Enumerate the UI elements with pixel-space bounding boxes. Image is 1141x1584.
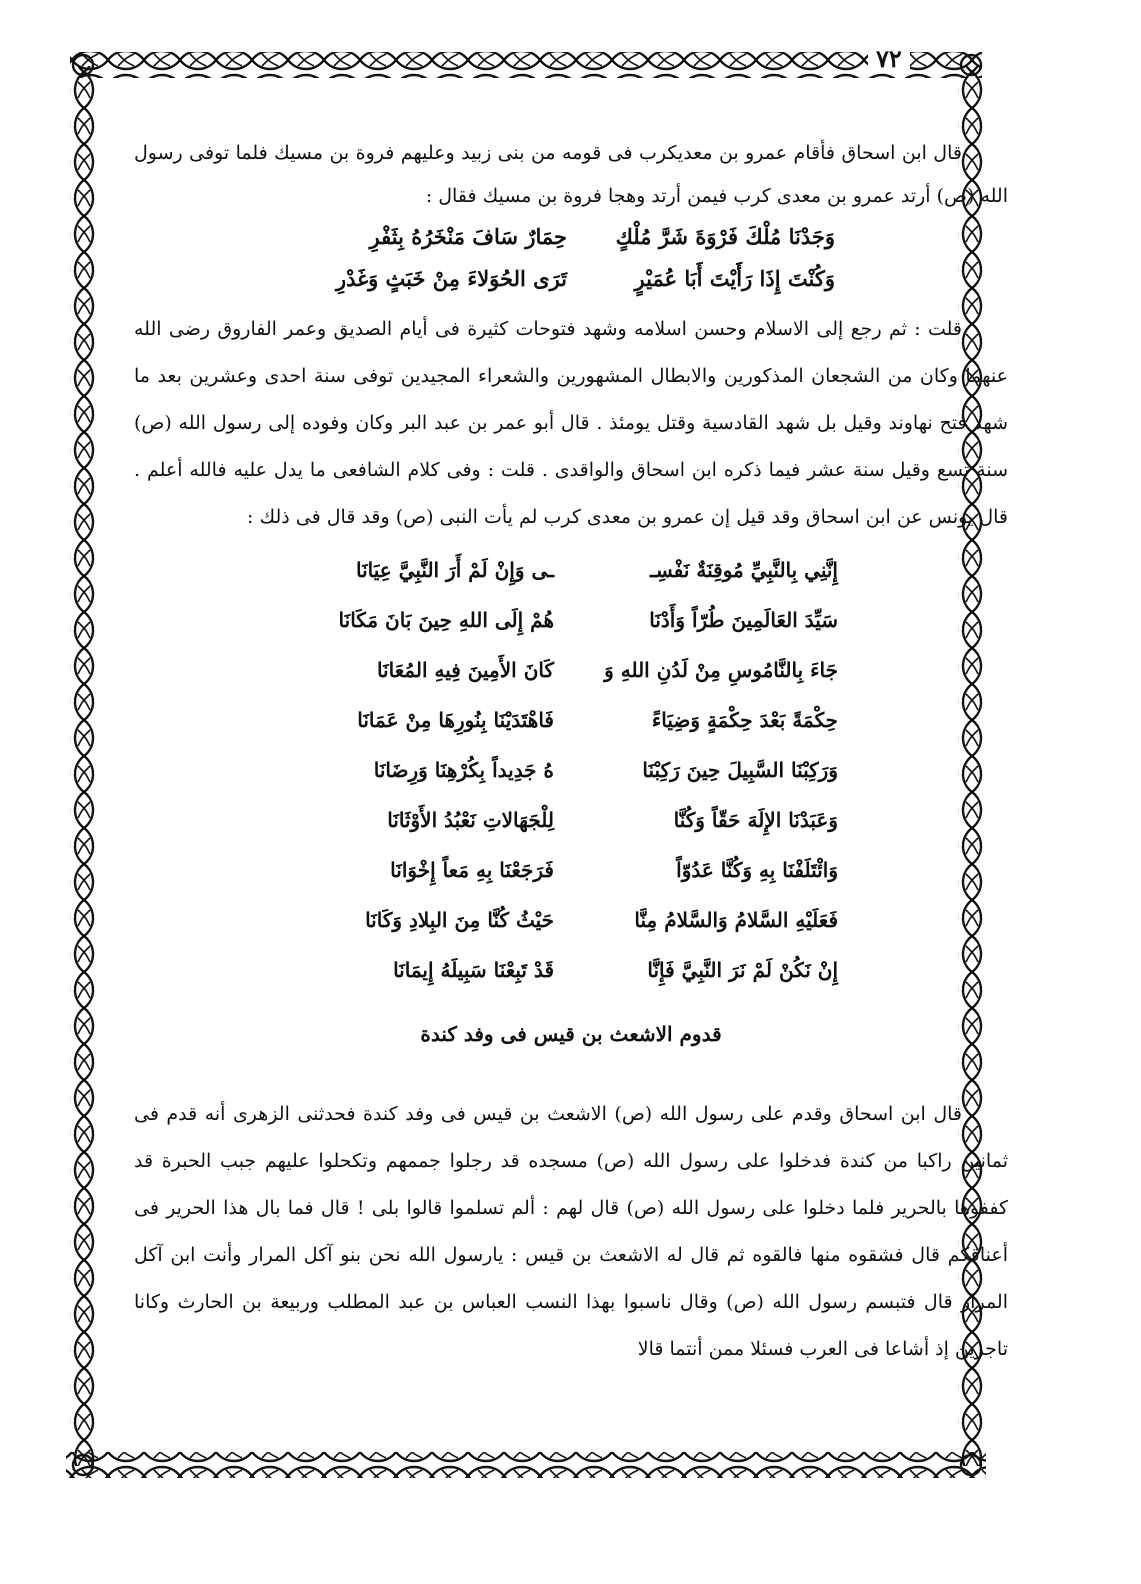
verse-second-hemistich: ـى وَإِنْ لَمْ أَرَ النَّبِيَّ عِيَانَا xyxy=(356,558,554,582)
verse-first-hemistich: وَكُنْتَ إِذَا رَأَيْتَ أَبَا عُمَيْرٍ xyxy=(634,266,835,291)
poem-verse xyxy=(134,595,1008,645)
poem-verse xyxy=(134,258,1008,300)
verse-first-hemistich: جَاءَ بِالنَّامُوسِ مِنْ لَدُنِ اللهِ وَ xyxy=(604,658,838,682)
verse-second-hemistich: كَانَ الأَمِينَ فِيهِ المُعَانَا xyxy=(376,658,554,682)
page-number: ٧٢ xyxy=(868,44,910,73)
border-left xyxy=(70,66,96,1466)
poem-faith-in-prophet xyxy=(134,545,1008,995)
verse-second-hemistich: هُمْ إِلَى اللهِ حِينَ بَانَ مَكَانَا xyxy=(338,608,554,632)
verse-first-hemistich: إِنَّنِي بِالنَّبِيِّ مُوقِنَةٌ نَفْسِـ xyxy=(650,558,838,582)
poem-verse xyxy=(134,845,1008,895)
poem-verse xyxy=(134,745,1008,795)
verse-first-hemistich: فَعَلَيْهِ السَّلامُ وَالسَّلامُ مِنَّا xyxy=(634,908,838,932)
verse-second-hemistich: قَدْ تَبِعْنَا سَبِيلَهُ إِيمَانَا xyxy=(393,958,554,982)
poem-verse xyxy=(134,895,1008,945)
verse-first-hemistich: إِنْ نَكُنْ لَمْ نَرَ النَّبِيَّ فَإِنَّا xyxy=(647,958,838,982)
verse-first-hemistich: وَعَبَدْنَا الإِلَهَ حَقّاً وَكُنَّا xyxy=(673,808,838,832)
poem-verse xyxy=(134,545,1008,595)
poem-verse xyxy=(134,216,1008,258)
verse-second-hemistich: هُ جَدِيداً بِكُرْهِنَا وَرِضَانَا xyxy=(373,758,554,782)
intro-paragraph: قال ابن اسحاق فأقام عمرو بن معديكرب فى قومه من بنى زبيد وعليهم فروة بن مسيك فلما توفى رسول الله (ص) أرتد عمرو بن معدى كرب فيمن أرتد وهجا فروة بن مسيك فقال : xyxy=(134,142,1008,207)
verse-first-hemistich: وَجَدْنَا مُلْكَ فَرْوَةَ شَرَّ مُلْكٍ xyxy=(615,224,835,249)
border-bottom xyxy=(66,1452,986,1478)
verse-second-hemistich: تَرَى الحُوَلاءَ مِنْ خَبَثٍ وَغَدْرِ xyxy=(335,266,567,291)
verse-second-hemistich: حَيْثُ كُنَّا مِنَ البِلادِ وَكَانَا xyxy=(365,908,554,932)
paragraph-kinda-delegation: قال ابن اسحاق وقدم على رسول الله (ص) الاشعث بن قيس فى وفد كندة فحدثنى الزهرى أنه قدم فى ثمانين راكبا من كندة فدخلوا على رسول الله (ص) مسجده قد رجلوا جممهم وتكحلوا عليهم جبب الحبرة قد كففوها بالحرير فلما دخلوا على رسول الله (ص) قال لهم : ألم تسلموا قالوا بلى ! قال فما بال هذا الحرير فى أعناقكم قال فشقوه منها فالقوه ثم قال له الاشعث بن قيس : يارسول الله نحن بنو آكل المرار وأنت ابن آكل المرار قال فتبسم رسول الله (ص) وقال ناسبوا بهذا النسب العباس بن عبد المطلب وربيعة بن الحارث وكانا تاجرين إذ أشاعا فى العرب فسئلا ممن أنتما قالا xyxy=(134,1103,1008,1360)
verse-second-hemistich: حِمَارٌ سَافَ مَنْخَرُهُ بِثَفْرِ xyxy=(369,224,567,249)
border-top xyxy=(70,52,982,78)
verse-first-hemistich: سَيِّدَ العَالَمِينَ طُرّاً وَأَدْنَا xyxy=(649,608,838,632)
page-content xyxy=(134,132,1008,1373)
verse-second-hemistich: فَرَجَعْنَا بِهِ مَعاً إِخْوَانَا xyxy=(390,858,554,882)
verse-first-hemistich: وَائْتَلَفْنَا بِهِ وَكُنَّا عَدُوّاً xyxy=(676,858,838,882)
poem-verse xyxy=(134,795,1008,845)
verse-first-hemistich: حِكْمَةً بَعْدَ حِكْمَةٍ وَضِيَاءً xyxy=(651,708,838,732)
verse-first-hemistich: وَرَكِبْنَا السَّبِيلَ حِينَ رَكِبْنَا xyxy=(642,758,838,782)
poem-verse xyxy=(134,645,1008,695)
verse-second-hemistich: فَاهْتَدَيْنَا بِنُورِهَا مِنْ عَمَانَا xyxy=(357,708,554,732)
paragraph-biography: قلت : ثم رجع إلى الاسلام وحسن اسلامه وشهد فتوحات كثيرة فى أيام الصديق وعمر الفاروق رضى الله عنهما وكان من الشجعان المذكورين والابطال المشهورين والشعراء المجيدين توفى سنة احدى وعشرين بعد ما شهد فتح نهاوند وقيل بل شهد القادسية وقتل يومئذ . قال أبو عمر بن عبد البر وكان وفوده إلى رسول الله (ص) سنة تسع وقيل سنة عشر فيما ذكره ابن اسحاق والواقدى . قلت : وفى كلام الشافعى ما يدل عليه فالله أعلم . قال يونس عن ابن اسحاق وقد قيل إن عمرو بن معدى كرب لم يأت النبى (ص) وقد قال فى ذلك : xyxy=(134,318,1008,528)
poem-verse xyxy=(134,945,1008,995)
poem-amr-on-farwa xyxy=(134,216,1008,300)
verse-second-hemistich: لِلْجَهَالاتِ نَعْبُدُ الأَوْثَانَا xyxy=(387,808,554,832)
section-heading: قدوم الاشعث بن قيس فى وفد كندة xyxy=(420,1022,722,1046)
poem-verse xyxy=(134,695,1008,745)
